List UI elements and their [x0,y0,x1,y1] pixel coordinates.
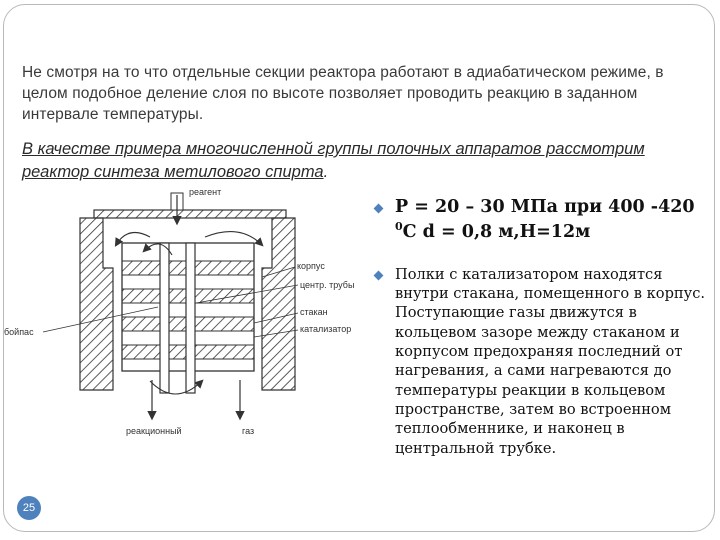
bullet-conditions-main: P = 20 – 30 МПа при 400 -420 [395,197,695,217]
label-bypass: бойпас [4,327,34,337]
housing-right-wall [262,218,295,390]
label-korpus: корпус [297,261,325,271]
label-top: реагент [189,187,222,197]
example-suffix: . [323,163,329,181]
example-paragraph [22,138,712,184]
reactor-diagram [0,185,370,515]
label-tubes: центр. трубы [300,280,355,290]
page-number-badge: 25 [17,496,41,520]
housing-left-wall [80,218,113,390]
bullet-conditions-sup: 0 [395,220,403,233]
bullet-description [375,265,715,458]
label-gas: газ [242,426,255,436]
label-reaction: реакционный [126,426,182,436]
intro-paragraph: Не смотря на то что отдельные секции реактора работают в адиабатическом режиме, в целом подобное деление слоя по высоте позволяет проводить реакцию в заданном интервале температуры. [22,64,664,123]
bullet-marker-icon [374,270,384,280]
bullet-description-text: Полки с катализатором находятся внутри стакана, помещенного в корпус. Поступающие газы движутся в кольцевом зазоре между стаканом и корпусом предохраняя последний от нагревания, а сами нагреваются до температуры реакции в кольцевом пространстве, затем во встроенном теплообменнике, и наконец в центральной трубке. [395,265,706,457]
housing-lid [94,210,286,218]
label-catalyst: катализатор [300,324,352,334]
bullet-conditions-rest: C d = 0,8 м,H=12м [402,221,591,242]
label-stakan: стакан [300,307,328,317]
bullet-conditions [375,198,715,242]
central-tube-left [160,243,169,393]
central-tube-right [186,243,195,393]
bullet-list [375,198,715,458]
example-text: В качестве примера многочисленной группы полочных аппаратов рассмотрим реактор синтеза метилового спирта [22,140,645,181]
bullet-marker-icon [374,204,384,214]
